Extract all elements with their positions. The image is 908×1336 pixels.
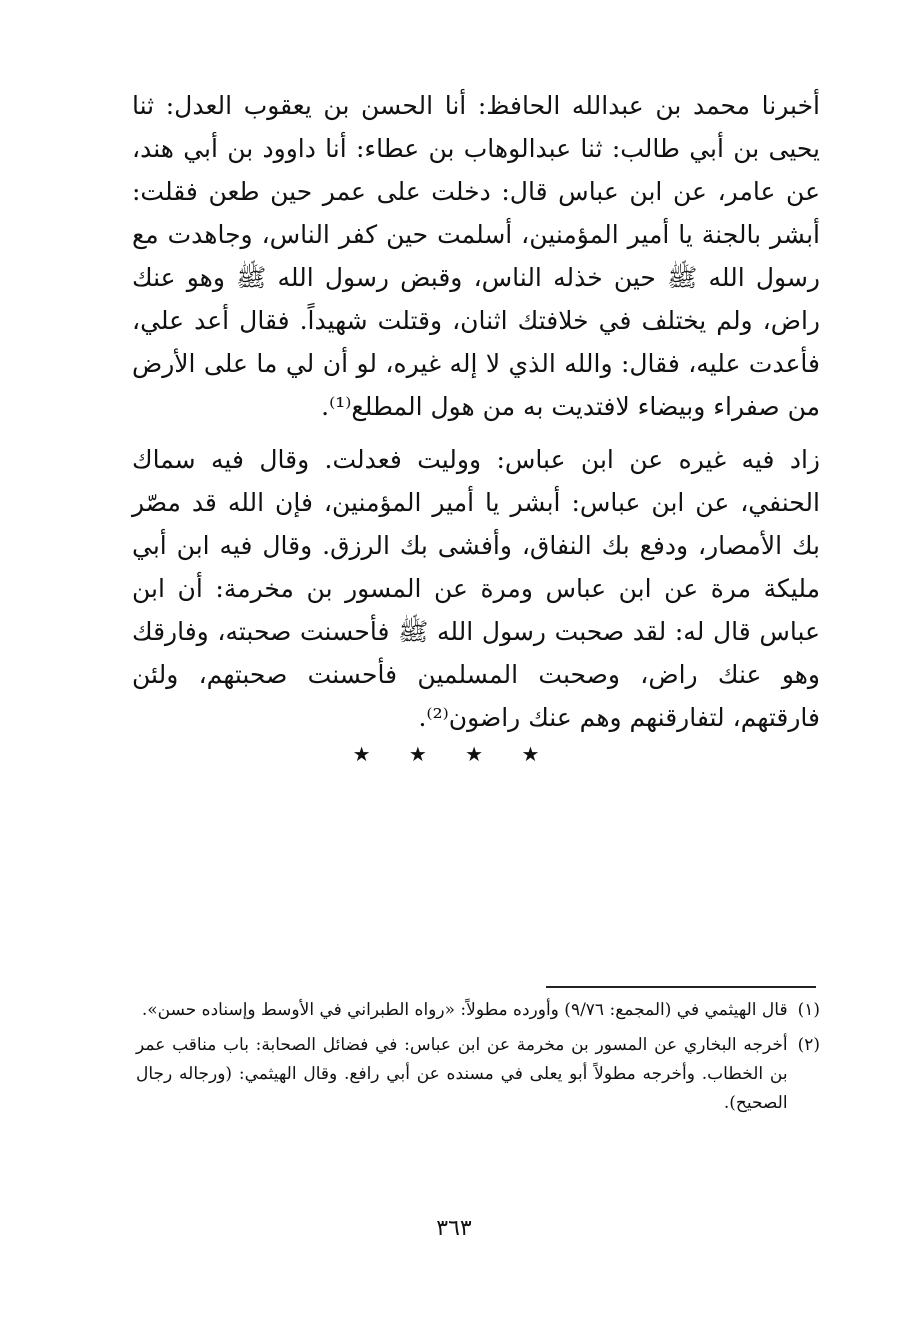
section-separator-stars: ★ ★ ★ ★: [352, 742, 556, 766]
paragraph-2: زاد فيه غيره عن ابن عباس: ووليت فعدلت. وقال فيه سماك الحنفي، عن ابن عباس: أبشر يا أمير المؤمنين، فإن الله قد مصّر بك الأمصار، ودفع بك النفاق، وأفشى بك الرزق. وقال فيه ابن أبي مليكة مرة عن ابن عباس ومرة عن المسور بن مخرمة: أن ابن عباس قال له: لقد صحبت رسول الله ﷺ فأحسنت صحبته، وفارقك وهو عنك راض، وصحبت المسلمين فأحسنت صحبتهم، ولئن فارقتهم، لتفارقنهم وهم عنك راضون⁽²⁾.: [132, 445, 820, 732]
footnote-number: (١): [797, 1000, 820, 1020]
footnote-divider: [546, 986, 816, 988]
footnote-text: قال الهيثمي في (المجمع: ٩/٧٦) وأورده مطولاً: «رواه الطبراني في الأوسط وإسناده حسن».: [141, 1000, 788, 1020]
footnote-number: (٢): [797, 1035, 820, 1055]
footnote-1: [136, 996, 820, 1025]
page-number: ٣٦٣: [436, 1216, 472, 1241]
footnote-text: أخرجه البخاري عن المسور بن مخرمة عن ابن عباس: في فضائل الصحابة: باب مناقب عمر بن الخطاب. وأخرجه مطولاً أبو يعلى في مسنده عن أبي رافع. وقال الهيثمي: (ورجاله رجال الصحيح).: [136, 1035, 788, 1113]
footnote-2: [136, 1031, 820, 1118]
footnotes: [136, 996, 820, 1124]
main-text-body: [132, 84, 820, 739]
paragraph-1: أخبرنا محمد بن عبدالله الحافظ: أنا الحسن بن يعقوب العدل: ثنا يحيى بن أبي طالب: ثنا عبدالوهاب بن عطاء: أنا داوود بن أبي هند، عن عامر، عن ابن عباس قال: دخلت على عمر حين طعن فقلت: أبشر بالجنة يا أمير المؤمنين، أسلمت حين كفر الناس، وجاهدت مع رسول الله ﷺ حين خذله الناس، وقبض رسول الله ﷺ وهو عنك راض، ولم يختلف في خلافتك اثنان، وقتلت شهيداً. فقال أعد علي، فأعدت عليه، فقال: والله الذي لا إله غيره، لو أن لي ما على الأرض من صفراء وبيضاء لافتديت به من هول المطلع⁽¹⁾.: [132, 91, 820, 421]
